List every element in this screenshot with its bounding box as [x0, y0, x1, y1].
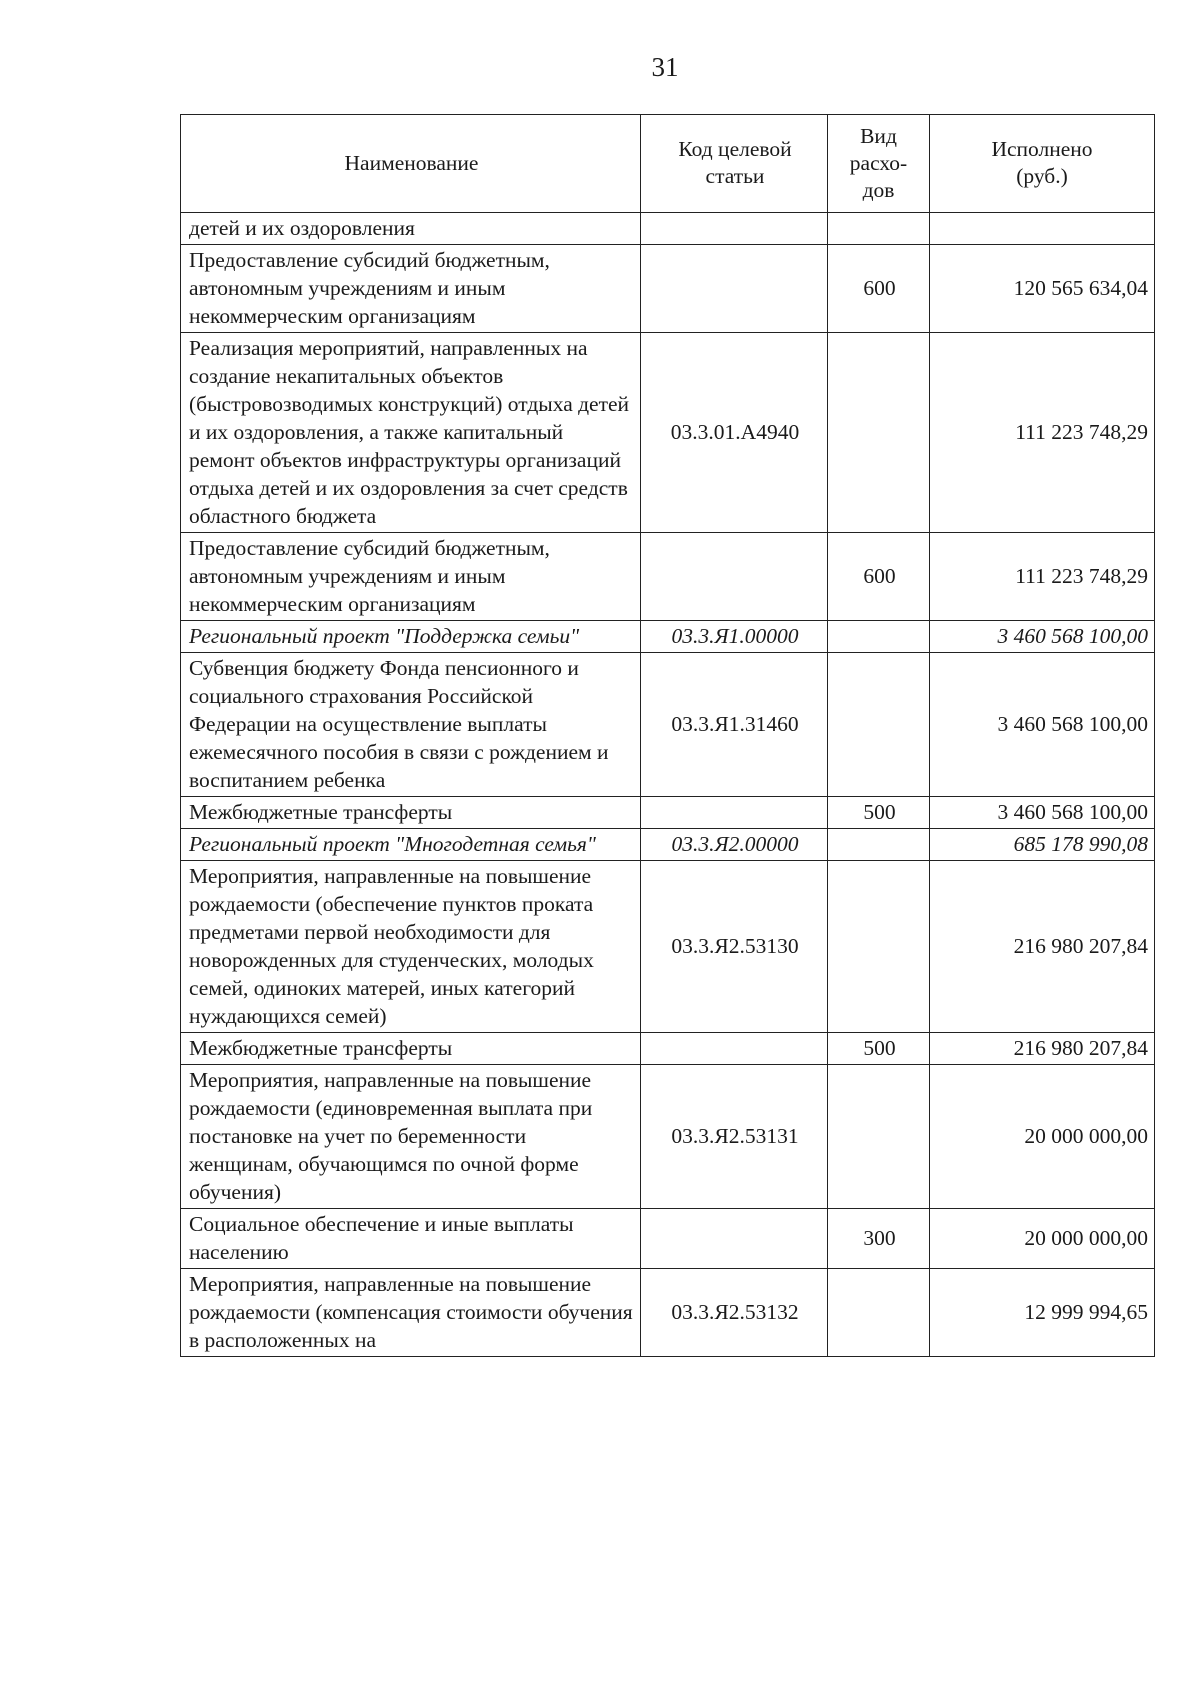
row-name-cell: Мероприятия, направленные на повышение рождаемости (компенсация стоимости обучения в расположенных на [181, 1269, 641, 1357]
row-type-cell [828, 1269, 930, 1357]
row-code-cell [641, 533, 828, 621]
row-code-cell: 03.3.Я2.53132 [641, 1269, 828, 1357]
row-code-cell: 03.3.Я2.00000 [641, 829, 828, 861]
row-type-cell [828, 829, 930, 861]
table-row [181, 245, 1155, 333]
row-type-cell [828, 653, 930, 797]
row-sum-cell: 3 460 568 100,00 [930, 653, 1155, 797]
table-header-row [181, 115, 1155, 213]
page-number: 31 [651, 52, 679, 82]
row-name-cell: Региональный проект "Многодетная семья" [181, 829, 641, 861]
row-name-cell: Реализация мероприятий, направленных на создание некапитальных объектов (быстровозводимых конструкций) отдыха детей и их оздоровления, а также капитальный ремонт объектов инфраструктуры организаций отдыха детей и их оздоровления за счет средств областного бюджета [181, 333, 641, 533]
row-code-cell: 03.3.Я2.53131 [641, 1065, 828, 1209]
row-type-cell: 600 [828, 533, 930, 621]
row-code-cell [641, 797, 828, 829]
header-sum: Исполнено (руб.) [930, 115, 1155, 213]
row-sum-cell: 111 223 748,29 [930, 333, 1155, 533]
row-sum-cell: 3 460 568 100,00 [930, 621, 1155, 653]
table-row [181, 861, 1155, 1033]
row-code-cell [641, 213, 828, 245]
row-type-cell [828, 621, 930, 653]
row-sum-cell: 685 178 990,08 [930, 829, 1155, 861]
row-code-cell [641, 245, 828, 333]
row-type-cell [828, 1065, 930, 1209]
header-name: Наименование [181, 115, 641, 213]
table-row [181, 1033, 1155, 1065]
row-code-cell: 03.3.Я1.00000 [641, 621, 828, 653]
table-row [181, 213, 1155, 245]
table-row [181, 333, 1155, 533]
table-row [181, 1269, 1155, 1357]
row-name-cell: Мероприятия, направленные на повышение рождаемости (обеспечение пунктов проката предметами первой необходимости для новорожденных для студенческих, молодых семей, одиноких матерей, иных категорий нуждающихся семей) [181, 861, 641, 1033]
table-body [181, 213, 1155, 1357]
row-type-cell: 600 [828, 245, 930, 333]
table-row [181, 653, 1155, 797]
row-type-cell: 500 [828, 797, 930, 829]
row-name-cell: Межбюджетные трансферты [181, 1033, 641, 1065]
row-type-cell: 500 [828, 1033, 930, 1065]
table-row [181, 621, 1155, 653]
header-code: Код целевой статьи [641, 115, 828, 213]
row-sum-cell: 111 223 748,29 [930, 533, 1155, 621]
table-row [181, 533, 1155, 621]
row-type-cell [828, 333, 930, 533]
row-name-cell: Межбюджетные трансферты [181, 797, 641, 829]
header-type: Вид расхо-дов [828, 115, 930, 213]
row-sum-cell: 20 000 000,00 [930, 1065, 1155, 1209]
row-name-cell: Социальное обеспечение и иные выплаты населению [181, 1209, 641, 1269]
row-sum-cell: 120 565 634,04 [930, 245, 1155, 333]
row-code-cell: 03.3.01.А4940 [641, 333, 828, 533]
row-code-cell [641, 1033, 828, 1065]
row-sum-cell: 216 980 207,84 [930, 1033, 1155, 1065]
row-type-cell [828, 213, 930, 245]
row-sum-cell: 3 460 568 100,00 [930, 797, 1155, 829]
row-name-cell: Субвенция бюджету Фонда пенсионного и социального страхования Российской Федерации на осуществление выплаты ежемесячного пособия в связи с рождением и воспитанием ребенка [181, 653, 641, 797]
table-row [181, 829, 1155, 861]
row-sum-cell: 216 980 207,84 [930, 861, 1155, 1033]
row-name-cell: Предоставление субсидий бюджетным, автономным учреждениям и иным некоммерческим организациям [181, 245, 641, 333]
row-code-cell: 03.3.Я1.31460 [641, 653, 828, 797]
table-row [181, 1209, 1155, 1269]
row-code-cell [641, 1209, 828, 1269]
row-sum-cell: 20 000 000,00 [930, 1209, 1155, 1269]
row-name-cell: Региональный проект "Поддержка семьи" [181, 621, 641, 653]
row-type-cell: 300 [828, 1209, 930, 1269]
row-sum-cell [930, 213, 1155, 245]
row-name-cell: детей и их оздоровления [181, 213, 641, 245]
row-name-cell: Предоставление субсидий бюджетным, автономным учреждениям и иным некоммерческим организациям [181, 533, 641, 621]
budget-execution-table [180, 114, 1155, 1357]
row-name-cell: Мероприятия, направленные на повышение рождаемости (единовременная выплата при постановке на учет по беременности женщинам, обучающимся по очной форме обучения) [181, 1065, 641, 1209]
row-code-cell: 03.3.Я2.53130 [641, 861, 828, 1033]
row-type-cell [828, 861, 930, 1033]
row-sum-cell: 12 999 994,65 [930, 1269, 1155, 1357]
table-row [181, 1065, 1155, 1209]
table-row [181, 797, 1155, 829]
